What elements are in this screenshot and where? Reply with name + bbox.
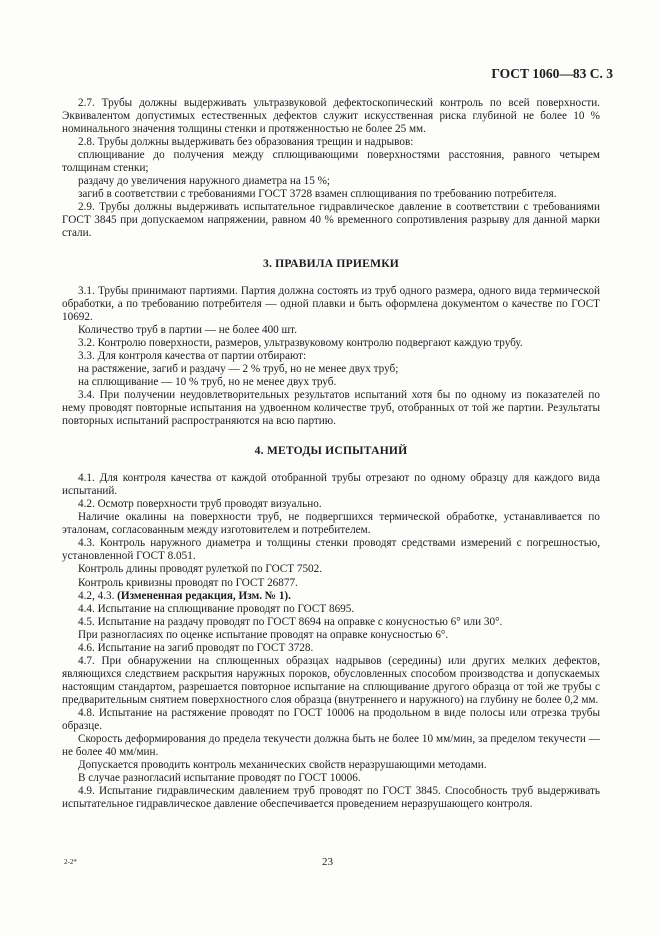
paragraph-3-2: 3.2. Контролю поверхности, размеров, ультразвуковому контролю подвергают каждую трубу. <box>78 336 523 349</box>
paragraph-length-control: Контроль длины проводят рулеткой по ГОСТ 7502. <box>78 563 323 576</box>
paragraph-4-7: 4.7. При обнаружении на сплющенных образцах надрывов (середины) или других мелких дефектов, являющихся следствием раскрытия наружных пороков, обусловленных способом производства и допускаемых настоящим стандартом, разрешается повторное испытание на сплющивание другого образца от той же трубы с предварительным снятием поверхностного слоя образца (внутреннего и наружного) на глубину не более 0,2 мм. <box>62 654 600 706</box>
paragraph-4-9: 4.9. Испытание гидравлическим давлением труб проводят по ГОСТ 3845. Способность труб выдерживать испытательное гидравлическое давление обеспечивается проведением неразрушающего контроля. <box>62 785 600 811</box>
document-body <box>62 97 600 811</box>
paragraph-curvature-control: Контроль кривизны проводят по ГОСТ 26877. <box>78 576 298 589</box>
paragraph-scale: Наличие окалины на поверхности труб, не подвергшихся термической обработке, устанавливается по эталонам, согласованным между изготовителем и потребителем. <box>62 511 600 537</box>
paragraph-sampling-flattening: на сплющивание — 10 % труб, но не менее двух труб. <box>78 375 337 388</box>
paragraph-4-5: 4.5. Испытание на раздачу проводят по ГОСТ 8694 на оправке с конусностью 6° или 30°. <box>78 615 503 628</box>
paragraph-4-3: 4.3. Контроль наружного диаметра и толщины стенки проводят средствами измерений с погрешностью, установленной ГОСТ 8.051. <box>62 537 600 563</box>
paragraph-expansion: раздачу до увеличения наружного диаметра на 15 %; <box>78 175 331 188</box>
amendment-ref: 4.2, 4.3. <box>78 589 118 602</box>
paragraph-4-4: 4.4. Испытание на сплющивание проводят по ГОСТ 8695. <box>78 602 355 615</box>
paragraph-4-1: 4.1. Для контроля качества от каждой отобранной трубы отрезают по одному образцу для каждого вида испытаний. <box>62 472 600 498</box>
paragraph-sampling-tension: на растяжение, загиб и раздачу — 2 % труб, но не менее двух труб; <box>78 362 399 375</box>
section-heading-3: 3. ПРАВИЛА ПРИЕМКИ <box>262 256 400 270</box>
paragraph-bending: загиб в соответствии с требованиями ГОСТ 3728 взамен сплющивания по требованию потребителя. <box>78 188 557 201</box>
page-number: 23 <box>322 856 333 868</box>
paragraph-3-1: 3.1. Трубы принимают партиями. Партия должна состоять из труб одного размера, одного вида термической обработки, а по требованию потребителя — одной плавки и быть оформлена документом о качестве по ГОСТ 10692. <box>62 284 600 323</box>
paragraph-2-7: 2.7. Трубы должны выдерживать ультразвуковой дефектоскопический контроль по всей поверхности. Эквивалентом допустимых естественных дефектов служит искусственная риска глубиной не более 10 % номинального значения толщины стенки и протяженностью не более 25 мм. <box>62 97 600 136</box>
paragraph-3-4: 3.4. При получении неудовлетворительных результатов испытаний хотя бы по одному из показателей по нему проводят повторные испытания на удвоенном количестве труб, отобранных от той же партии. Результаты повторных испытаний распространяются на всю партию. <box>62 388 600 428</box>
paragraph-2-8: 2.8. Трубы должны выдерживать без образования трещин и надрывов: <box>78 136 414 149</box>
paragraph-dispute: В случае разногласий испытание проводят по ГОСТ 10006. <box>78 772 361 785</box>
paragraph-3-3: 3.3. Для контроля качества от партии отбирают: <box>78 349 307 362</box>
paragraph-amendment <box>62 590 600 603</box>
paragraph-nondestructive: Допускается проводить контроль механических свойств неразрушающими методами. <box>78 759 487 772</box>
paragraph-4-6: 4.6. Испытание на загиб проводят по ГОСТ 3728. <box>78 641 314 654</box>
paragraph-2-9: 2.9. Трубы должны выдерживать испытательное гидравлическое давление в соответствии с требованиями ГОСТ 3845 при допускаемом напряжении, равном 40 % временного сопротивления разрыву для данной марки стали. <box>62 201 600 240</box>
paragraph-strain-rate: Скорость деформирования до предела текучести должна быть не более 10 мм/мин, за пределом текучести — не более 40 мм/мин. <box>62 733 600 759</box>
paragraph-disagreement: При разногласиях по оценке испытание проводят на оправке конусностью 6°. <box>78 628 449 641</box>
paragraph-batch-size: Количество труб в партии — не более 400 шт. <box>78 323 298 336</box>
paragraph-4-8: 4.8. Испытание на растяжение проводят по ГОСТ 10006 на продольном в виде полосы или отрезка трубы образце. <box>62 706 600 733</box>
page-header: ГОСТ 1060—83 С. 3 <box>491 66 613 81</box>
section-heading-4: 4. МЕТОДЫ ИСПЫТАНИЙ <box>254 444 408 458</box>
amendment-note: (Измененная редакция, Изм. № 1). <box>117 589 291 602</box>
print-signature-mark: 2-2* <box>64 858 77 866</box>
paragraph-4-2: 4.2. Осмотр поверхности труб проводят визуально. <box>78 498 322 511</box>
paragraph-flattening: сплющивание до получения между сплющивающими поверхностями расстояния, равного четырем толщинам стенки; <box>62 149 600 175</box>
